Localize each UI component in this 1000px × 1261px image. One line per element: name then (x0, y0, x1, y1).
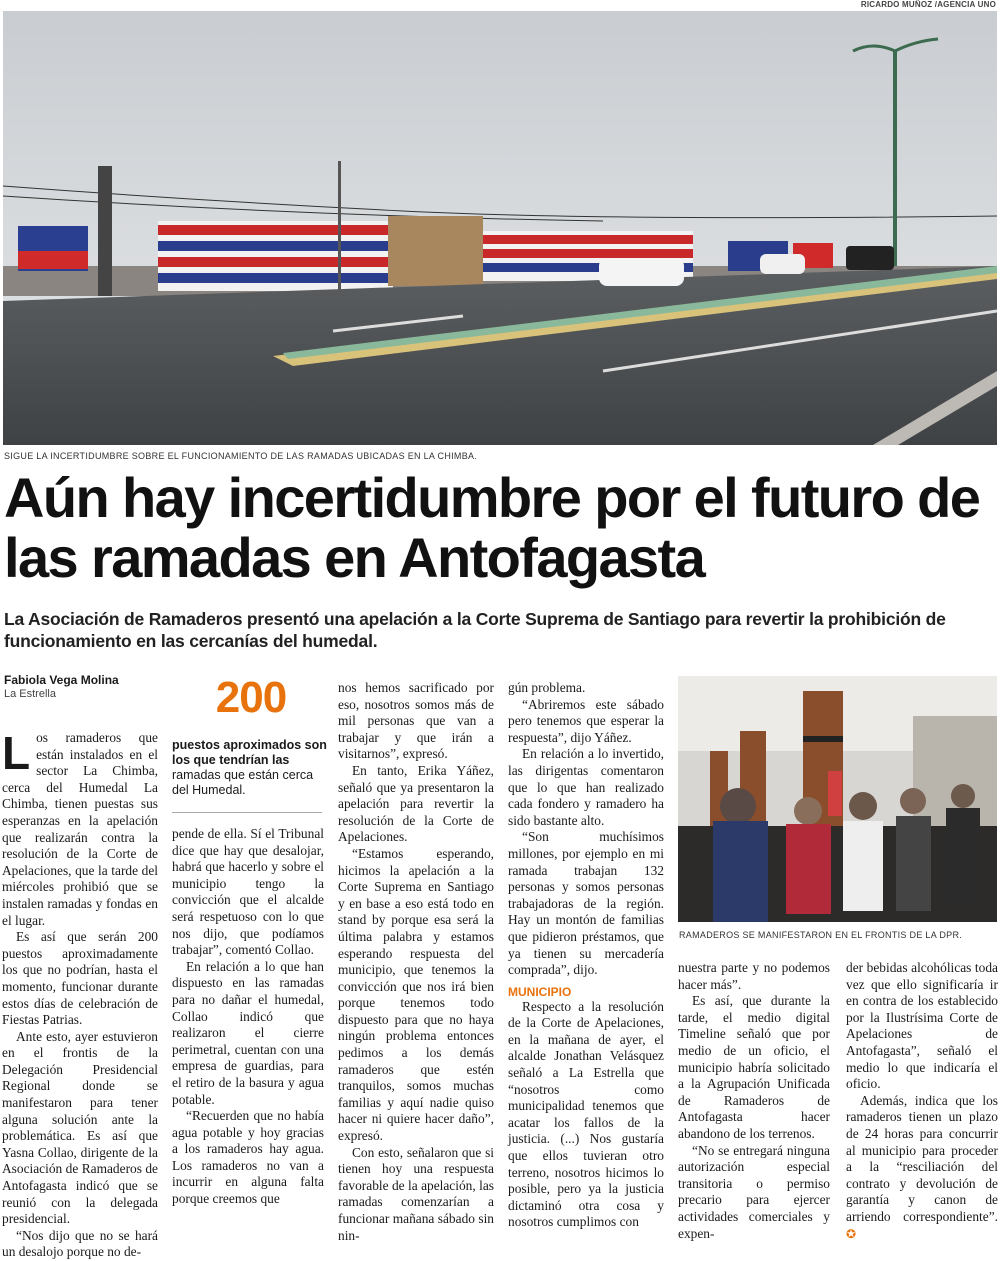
paragraph: “No se entregará ninguna autorización especial transitoria o permiso precario para ejercer actividades comerciales y expen- (678, 1142, 830, 1241)
divider (172, 812, 322, 813)
paragraph: En relación a lo invertido, las dirigentas comentaron que lo que han realizado cada fondero y ramadero ha sido bastante alto. (508, 746, 664, 828)
stat-number: 200 (215, 673, 287, 722)
paragraph: “Nos dijo que no se hará un desalojo porque no de- (2, 1227, 158, 1260)
end-mark-icon: ✪ (846, 1226, 857, 1241)
paragraph: gún problema. (508, 680, 586, 695)
paragraph: os ramaderos que están instalados en el sector La Chimba, cerca del Humedal La Chimba, tienen puestas sus esperanzas en la apelación que realizarán contra la resolución de la Corte de Apelaciones, que la tarde del miércoles prohibió que se instalen ramadas y fondas en el lugar. (2, 730, 158, 928)
paragraph: nuestra parte y no podemos hacer más”. (678, 960, 830, 992)
section-heading: MUNICIPIO (508, 984, 572, 999)
article-column-6 (846, 960, 998, 1242)
stat-rest: ramadas que están cerca del Humedal. (172, 768, 314, 797)
paragraph: “Estamos esperando, hicimos la apelación a la Corte Suprema en Santiago y en base a eso está todo en stand by porque esa será la última palabra y estamos esperando respuesta del municipio, que tenemos la convicción que nos irá bien porque tenemos todo dispuesto para que no haya ningún problema entonces pedimos a los demás ramaderos que estén tranquilos, somos muchas familias y aquí nadie quiso hacer ni quiere hacer daño”, expresó. (338, 845, 494, 1144)
headline: Aún hay incertidumbre por el futuro de las ramadas en Antofagasta (4, 466, 980, 589)
paragraph: Es así, que durante la tarde, el medio digital Timeline señaló que por medio de un oficio, el municipio habría solicitado a la Agrupación Unificada de Ramaderos de Antofagasta hacer abandono de los terrenos. (678, 993, 830, 1141)
stat-bold: puestos aproximados son los que tendrían las (172, 738, 327, 767)
article-column-2 (172, 826, 324, 1208)
paragraph: Es así que serán 200 puestos aproximadamente los que no podrían, hasta el momento, funcionar durante estos días de celebración de Fiestas Patrias. (2, 929, 158, 1028)
stat-text (172, 738, 332, 798)
paragraph: Respecto a la resolución de la Corte de Apelaciones, en la mañana de ayer, el alcalde Jonathan Velásquez señaló a La Estrella que “nosotros como municipalidad tenemos que acatar los fallos de la justicia. (...) Nos gustaría que ellos tuvieran otro terreno, nosotros hicimos lo posible, pero ya la justicia dictaminó otra cosa y nosotros cumplimos con (508, 998, 664, 1230)
drop-cap: L (2, 727, 31, 779)
paragraph: Con esto, señalaron que si tienen hoy una respuesta favorable de la apelación, las ramadas comenzarían a funcionar mañana sábado sin nin- (338, 1144, 494, 1243)
byline-outlet: La Estrella (4, 688, 56, 700)
paragraph: pende de ella. Sí el Tribunal dice que hay que desalojar, habrá que hacerlo y sobre el municipio tengo la convicción que el alcalde será respetuoso con lo que nos dijo, que podíamos trabajar”, comentó Collao. (172, 826, 324, 958)
main-photo-caption: SIGUE LA INCERTIDUMBRE SOBRE EL FUNCIONAMIENTO DE LAS RAMADAS UBICADAS EN LA CHIMBA. (4, 451, 478, 461)
paragraph: “Son muchísimos millones, por ejemplo en mi ramada trabajan 132 personas y somos personas trabajadoras de la región. Hay un montón de familias que pidieron préstamos, que ya tienen su mercadería comprada”, dijo. (508, 829, 664, 978)
byline-author: Fabiola Vega Molina (4, 673, 119, 687)
article-column-4 (508, 680, 664, 1231)
photo-credit: RICARDO MUÑOZ /AGENCIA UNO (860, 0, 996, 9)
article-column-3 (338, 680, 494, 1244)
paragraph: der bebidas alcohólicas toda vez que ello significaría ir en contra de los establecido por la Ilustrísima Corte de Apelaciones de Antofagasta”, señaló el medio lo que indicaría el oficio. (846, 960, 998, 1092)
protest-photo (678, 676, 997, 922)
paragraph: nos hemos sacrificado por eso, nosotros somos más de mil personas que van a trabajar y que irán a visitarnos”, expresó. (338, 680, 494, 762)
paragraph: Ante esto, ayer estuvieron en el frontis de la Delegación Presidencial Regional donde se manifestaron para tener alguna solución ante la problemática. Es así que Yasna Collao, dirigente de la Asociación de Ramaderos de Antofagasta indicó que se reunió con la delegada presidencial. (2, 1028, 158, 1227)
paragraph-text: Además, indica que los ramaderos tienen un plazo de 24 horas para concurrir al municipio para proceder a la “resciliación del contrato y devolución de garantía y canon de arriendo correspondiente”. (846, 1092, 998, 1224)
paragraph: “Abriremos este sábado pero tenemos que esperar la respuesta”, dijo Yáñez. (508, 696, 664, 745)
main-photo (3, 11, 997, 445)
paragraph: “Recuerden que no había agua potable y hoy gracias a los ramaderos hay agua. Los ramaderos no van a incurrir en alguna falta porque creemos que (172, 1108, 324, 1207)
subhead: La Asociación de Ramaderos presentó una apelación a la Corte Suprema de Santiago para revertir la prohibición de funcionamiento en las cercanías del humedal. (4, 609, 946, 651)
article-column-1 (2, 727, 158, 1261)
protest-photo-caption: RAMADEROS SE MANIFESTARON EN EL FRONTIS DE LA DPR. (679, 930, 963, 940)
article-column-5 (678, 960, 830, 1242)
paragraph (846, 1093, 998, 1242)
paragraph: En relación a lo que han dispuesto en las ramadas para no dañar el humedal, Collao indicó que realizaron el cierre perimetral, cuentan con una empresa de guardias, para el retiro de la basura y agua potable. (172, 958, 324, 1107)
paragraph: En tanto, Erika Yáñez, señaló que ya presentaron la apelación para revertir la resolución de la Corte de Apelaciones. (338, 762, 494, 845)
